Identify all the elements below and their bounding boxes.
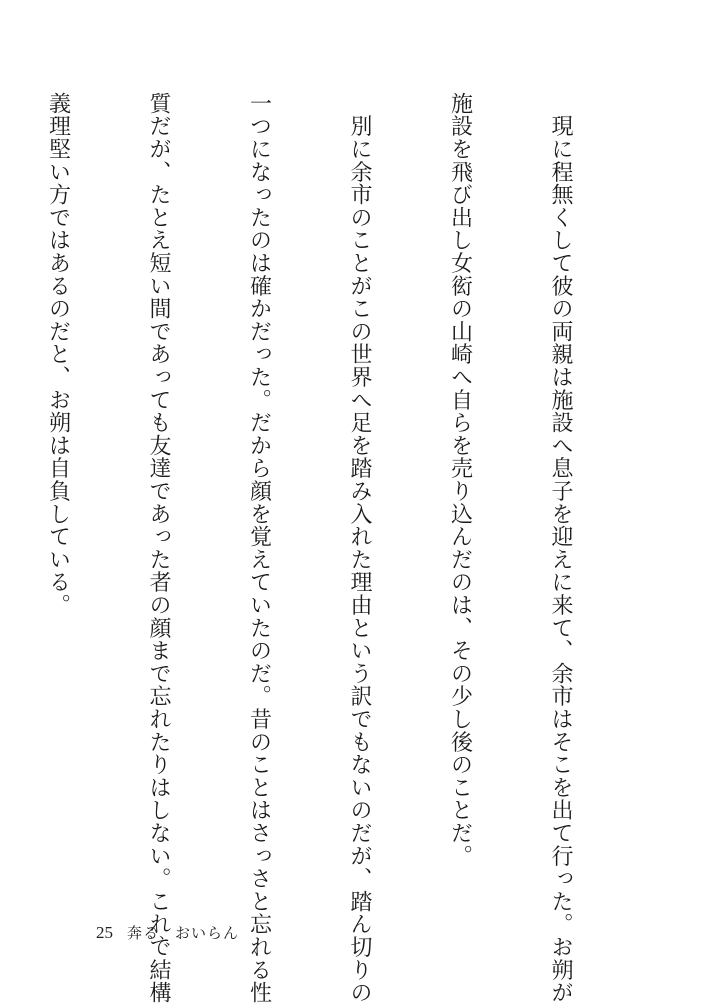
text-line: 義理堅い方ではあるのだと、お朔は自負している。 bbox=[45, 92, 71, 617]
text-line: 施設を飛び出し女衒の山崎へ自らを売り込んだのは、その少し後のことだ。 bbox=[447, 92, 473, 868]
page-number: 25 bbox=[96, 923, 113, 942]
running-title: 奔る、おいらん bbox=[127, 924, 240, 942]
text-line: 質だが、たとえ短い間であっても友達であった者の顔まで忘れたりはしない。これで結構 bbox=[146, 92, 171, 1004]
text-line: 一つになったのは確かだった。だから顔を覚えていたのだ。昔のことはさっさと忘れる性 bbox=[246, 92, 272, 1004]
text-line: 現に程無くして彼の両親は施設へ息子を迎えに来て、余市はそこを出て行った。お朔が bbox=[548, 92, 573, 1004]
text-line: 別に余市のことがこの世界へ足を踏み入れた理由という訳でもないのだが、踏ん切りの bbox=[347, 92, 372, 1004]
page-footer bbox=[96, 922, 239, 943]
